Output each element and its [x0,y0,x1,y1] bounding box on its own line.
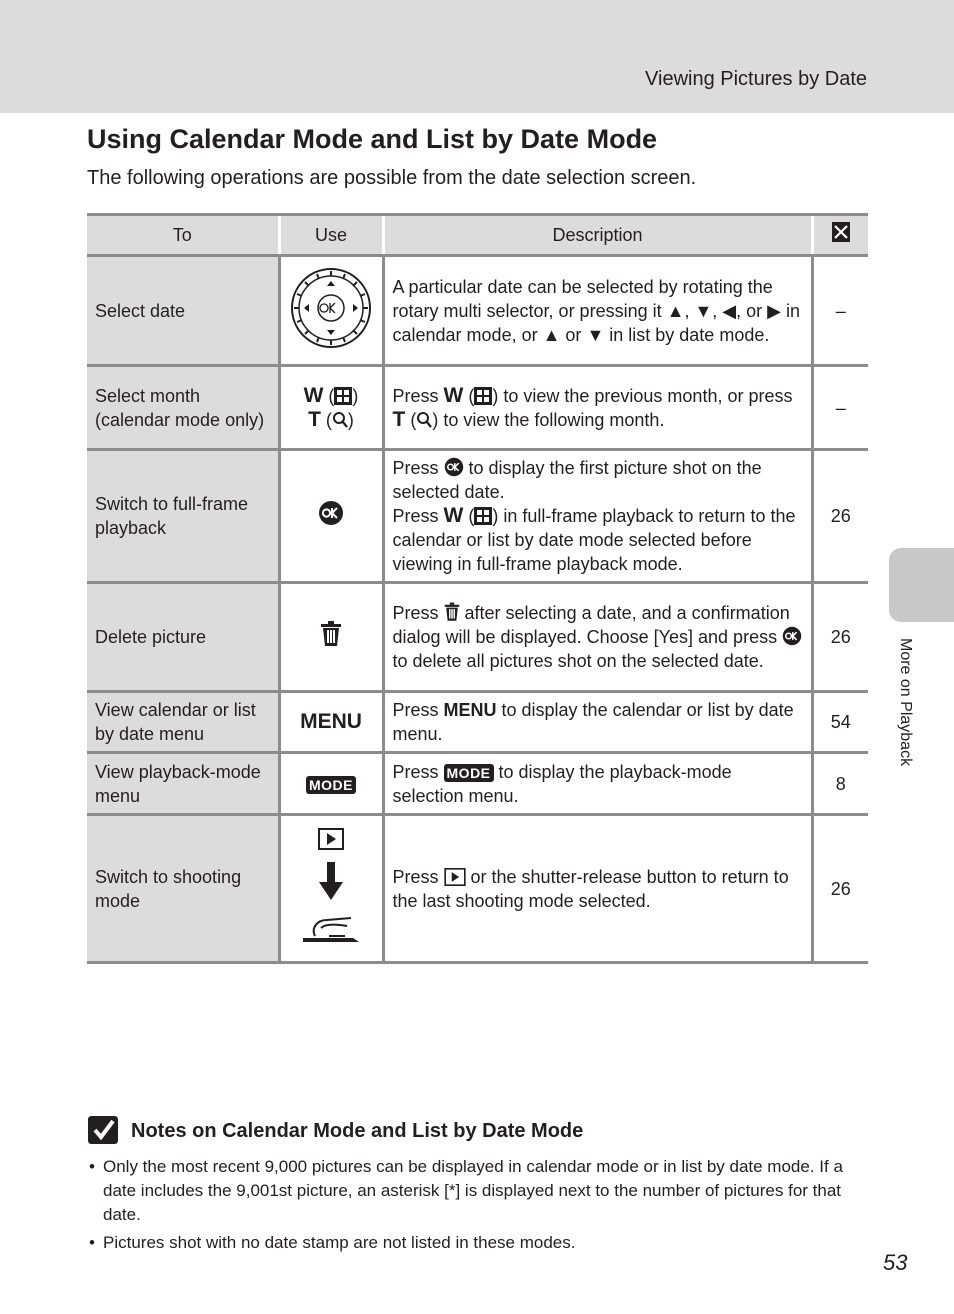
ok-button-icon [782,626,802,646]
desc-text: Press [392,506,444,526]
table-row [87,366,868,450]
desc-text: to delete all pictures shot on the selected date. [392,651,764,671]
playback-button-icon [444,868,466,886]
row-description-cell [383,583,812,692]
trash-icon [320,621,342,647]
ok-button-icon [318,500,344,526]
row-page-cell: 26 [812,815,868,963]
desc-text: to display the first picture shot on the selected date. [392,458,762,502]
row-use-cell: W ( ) T ( ) [279,366,383,450]
arrow-up-icon: ▲ [542,324,561,345]
section-label: Viewing Pictures by Date [645,68,867,90]
row-use-cell [279,450,383,583]
desc-text: ) to view the following month. [432,409,665,430]
row-description-cell: Press W ( ) to view the previous month, or press T ( ) to view the following month. [383,366,812,450]
table-header-row [87,215,868,256]
desc-text: ) in full-frame playback to return to the calendar or list by date mode selected before viewing in full-frame playback mode. [392,506,796,574]
desc-text: Press [392,700,444,720]
ok-button-icon [444,457,464,477]
magnify-icon [416,411,432,429]
desc-text: Press [392,866,444,887]
thumbnail-grid-icon [474,507,492,525]
row-description-cell [383,753,812,815]
row-to-cell: Switch to full-frame playback [87,450,279,583]
chapter-tab [889,548,954,622]
header-band [0,0,954,113]
page-intro: The following operations are possible from the date selection screen. [87,167,697,189]
row-to-cell: Select date [87,256,279,366]
row-use-cell [279,753,383,815]
row-description-cell [383,815,812,963]
row-use-cell [279,256,383,366]
desc-text: in calendar mode, or [392,300,801,345]
row-page-cell: – [812,256,868,366]
zoom-w-key: W [443,504,464,527]
notes-heading: Notes on Calendar Mode and List by Date Mode [131,1120,584,1142]
thumbnail-grid-icon [334,387,352,405]
desc-text: to display the playback-mode selection menu. [392,761,732,806]
menu-button-icon: MENU [300,710,362,733]
desc-text: , [712,300,723,321]
mode-button-icon: MODE [444,764,494,782]
operations-table [87,213,868,964]
row-page-cell: 8 [812,753,868,815]
row-description-cell [383,692,812,753]
desc-text: or [560,324,587,345]
table-row [87,256,868,366]
desc-text: Press [392,761,444,782]
menu-button-icon: MENU [443,700,497,720]
row-page-cell: 54 [812,692,868,753]
row-to-cell: View calendar or list by date menu [87,692,279,753]
mode-button-icon: MODE [306,776,356,794]
desc-text: Press [392,385,444,406]
table-row [87,450,868,583]
book-reference-icon [831,221,851,243]
arrow-right-icon: ▶ [767,300,781,321]
trash-icon [444,602,460,622]
desc-text: ) to view the previous month, or press [492,385,793,406]
row-page-cell: – [812,366,868,450]
desc-text: to display the calendar or list by date menu. [392,700,794,744]
desc-text: , [684,300,695,321]
desc-text: in list by date mode. [604,324,770,345]
arrow-left-icon: ◀ [722,300,737,321]
desc-text: , or [736,300,768,321]
playback-button-icon [318,828,344,850]
desc-text: A particular date can be selected by rotating the rotary multi selector, or pressing it [392,276,773,321]
chapter-label: More on Playback [897,638,914,767]
row-page-cell: 26 [812,583,868,692]
row-to-cell: Switch to shooting mode [87,815,279,963]
row-use-cell [279,692,383,753]
row-description-cell [383,256,812,366]
desc-text: after selecting a date, and a confirmation dialog will be displayed. Choose [Yes] and press [392,603,790,647]
arrow-up-icon: ▲ [666,300,685,321]
page-number: 53 [883,1250,908,1275]
table-row [87,815,868,963]
row-to-cell: View playback-mode menu [87,753,279,815]
row-to-cell: Select month (calendar mode only) [87,366,279,450]
row-description-cell: Press to display the first picture shot on the selected date. Press W ( ) in full-frame playback to return to the calendar or list by date mode selected before viewing in full-frame playback mode. [383,450,812,583]
zoom-t-key: T [308,407,321,431]
shutter-release-finger-icon [301,912,361,944]
header-reference [812,215,868,256]
header-use: Use [279,215,383,256]
down-arrow-icon [318,862,344,902]
row-to-cell: Delete picture [87,583,279,692]
list-item: • Pictures shot with no date stamp are not listed in these modes. [87,1231,868,1255]
zoom-w-key: W [443,383,464,407]
checkmark-icon [88,1116,118,1144]
notes-list [87,1155,868,1259]
page-title: Using Calendar Mode and List by Date Mode [87,124,658,154]
table-row [87,692,868,753]
row-page-cell: 26 [812,450,868,583]
magnify-icon [332,411,348,429]
row-use-cell [279,583,383,692]
row-use-cell [279,815,383,963]
table-row [87,753,868,815]
arrow-down-icon: ▼ [694,300,713,321]
rotary-multi-selector-icon [289,266,373,350]
desc-text: Press [392,458,444,478]
arrow-down-icon: ▼ [586,324,605,345]
desc-text: or the shutter-release button to return to the last shooting mode selected. [392,866,789,911]
zoom-w-key: W [303,383,324,407]
thumbnail-grid-icon [474,387,492,405]
desc-text: Press [392,603,444,623]
list-item: • Only the most recent 9,000 pictures can be displayed in calendar mode or in list by date mode. If a date includes the 9,001st picture, an asterisk [*] is displayed next to the number of pictures for that date. [87,1155,868,1227]
table-row [87,583,868,692]
zoom-t-key: T [392,407,406,431]
header-to: To [87,215,279,256]
header-description: Description [383,215,812,256]
